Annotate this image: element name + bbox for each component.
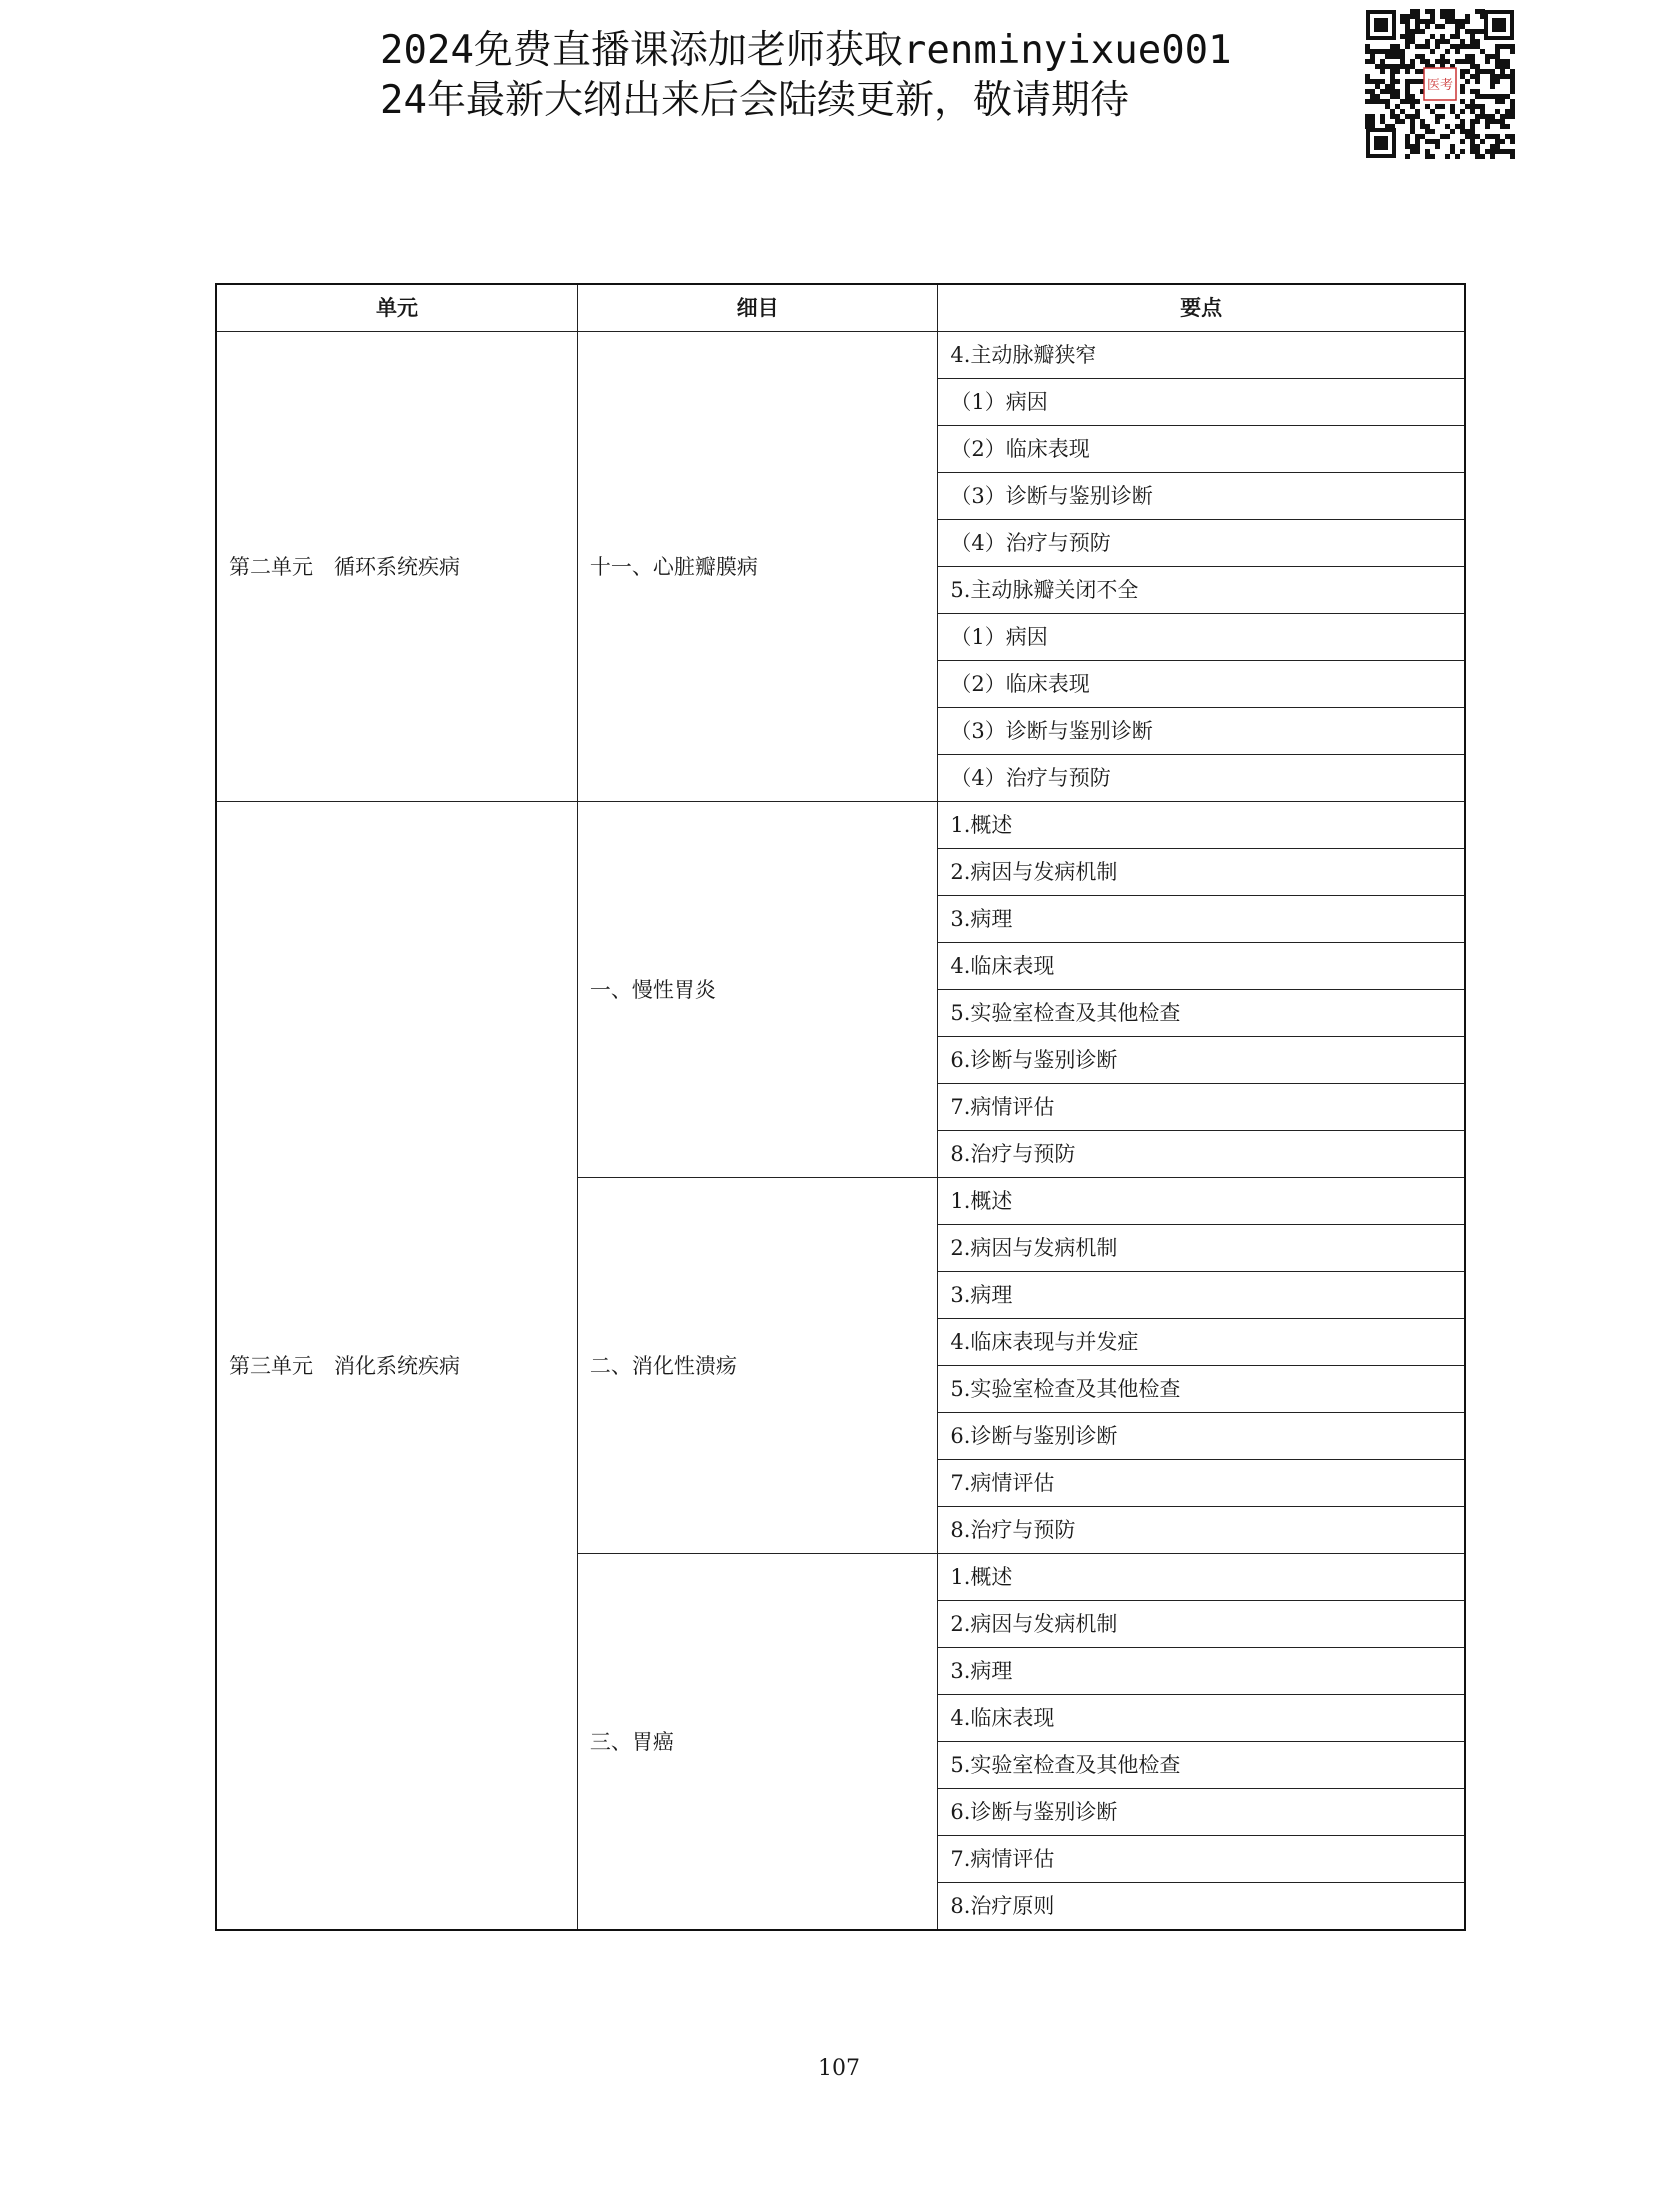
point-cell: 4.临床表现 bbox=[938, 943, 1465, 990]
point-cell: 4.临床表现 bbox=[938, 1695, 1465, 1742]
item-cell: 十一、心脏瓣膜病 bbox=[577, 332, 937, 802]
point-cell: （1）病因 bbox=[938, 614, 1465, 661]
point-cell: 3.病理 bbox=[938, 896, 1465, 943]
table-row bbox=[216, 332, 1465, 379]
unit-cell: 第二单元 循环系统疾病 bbox=[216, 332, 577, 802]
point-cell: 1.概述 bbox=[938, 1178, 1465, 1225]
point-cell: （4）治疗与预防 bbox=[938, 755, 1465, 802]
header-unit: 单元 bbox=[216, 284, 577, 332]
point-cell: （1）病因 bbox=[938, 379, 1465, 426]
promo-banner bbox=[380, 26, 1232, 126]
item-cell: 一、慢性胃炎 bbox=[577, 802, 937, 1178]
point-cell: 2.病因与发病机制 bbox=[938, 849, 1465, 896]
point-cell: 5.实验室检查及其他检查 bbox=[938, 1366, 1465, 1413]
unit-cell: 第三单元 消化系统疾病 bbox=[216, 802, 577, 1931]
point-cell: 7.病情评估 bbox=[938, 1836, 1465, 1883]
point-cell: （3）诊断与鉴别诊断 bbox=[938, 473, 1465, 520]
table-row bbox=[216, 802, 1465, 849]
item-cell: 二、消化性溃疡 bbox=[577, 1178, 937, 1554]
point-cell: 2.病因与发病机制 bbox=[938, 1225, 1465, 1272]
point-cell: 6.诊断与鉴别诊断 bbox=[938, 1413, 1465, 1460]
point-cell: 5.实验室检查及其他检查 bbox=[938, 1742, 1465, 1789]
point-cell: （2）临床表现 bbox=[938, 661, 1465, 708]
point-cell: 4.临床表现与并发症 bbox=[938, 1319, 1465, 1366]
point-cell: 5.主动脉瓣关闭不全 bbox=[938, 567, 1465, 614]
point-cell: 7.病情评估 bbox=[938, 1084, 1465, 1131]
point-cell: 4.主动脉瓣狭窄 bbox=[938, 332, 1465, 379]
point-cell: 1.概述 bbox=[938, 802, 1465, 849]
point-cell: 6.诊断与鉴别诊断 bbox=[938, 1789, 1465, 1836]
point-cell: 7.病情评估 bbox=[938, 1460, 1465, 1507]
table-body bbox=[216, 332, 1465, 1931]
point-cell: 8.治疗与预防 bbox=[938, 1507, 1465, 1554]
page-number: 107 bbox=[818, 2056, 860, 2081]
point-cell: 8.治疗原则 bbox=[938, 1883, 1465, 1931]
header-points: 要点 bbox=[938, 284, 1465, 332]
item-cell: 三、胃癌 bbox=[577, 1554, 937, 1931]
point-cell: （3）诊断与鉴别诊断 bbox=[938, 708, 1465, 755]
point-cell: （2）临床表现 bbox=[938, 426, 1465, 473]
point-cell: 5.实验室检查及其他检查 bbox=[938, 990, 1465, 1037]
table-header-row bbox=[216, 284, 1465, 332]
point-cell: 3.病理 bbox=[938, 1648, 1465, 1695]
qr-center-label: 医考 bbox=[1426, 78, 1454, 93]
promo-line-2: 24年最新大纲出来后会陆续更新，敬请期待 bbox=[380, 78, 1129, 123]
promo-line-1: 2024免费直播课添加老师获取renminyixue001 bbox=[380, 28, 1232, 73]
header-item: 细目 bbox=[577, 284, 937, 332]
syllabus-table bbox=[215, 283, 1466, 1931]
point-cell: 8.治疗与预防 bbox=[938, 1131, 1465, 1178]
point-cell: 6.诊断与鉴别诊断 bbox=[938, 1037, 1465, 1084]
point-cell: 3.病理 bbox=[938, 1272, 1465, 1319]
point-cell: 1.概述 bbox=[938, 1554, 1465, 1601]
point-cell: 2.病因与发病机制 bbox=[938, 1601, 1465, 1648]
point-cell: （4）治疗与预防 bbox=[938, 520, 1465, 567]
qr-code-icon bbox=[1362, 6, 1518, 162]
